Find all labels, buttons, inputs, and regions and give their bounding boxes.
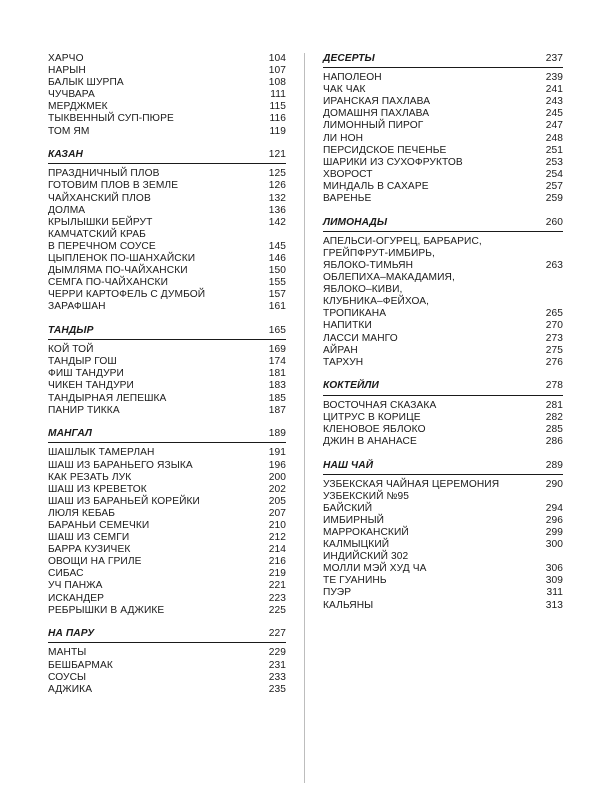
page-number: 300 bbox=[545, 539, 563, 551]
entry-title: ИМБИРНЫЙ bbox=[323, 514, 385, 526]
entry-title: ЯБЛОКО–КИВИ, bbox=[323, 284, 403, 296]
entry-title: БАЙСКИЙ bbox=[323, 502, 373, 514]
toc-entry[interactable] bbox=[48, 229, 286, 241]
entry-title: ТЫКВЕННЫЙ СУП-ПЮРЕ bbox=[48, 113, 174, 125]
page-number: 150 bbox=[268, 265, 286, 277]
entry-title: ОВОЩИ НА ГРИЛЕ bbox=[48, 556, 142, 568]
page-number: 237 bbox=[545, 53, 563, 64]
heading-underline bbox=[48, 442, 286, 443]
toc-entry[interactable] bbox=[323, 424, 563, 436]
page-number: 108 bbox=[268, 77, 286, 89]
entry-title: В ПЕРЕЧНОМ СОУСЕ bbox=[48, 240, 156, 252]
page-number: 285 bbox=[545, 423, 563, 435]
toc-entry[interactable] bbox=[323, 248, 563, 260]
page-number: 233 bbox=[268, 671, 286, 683]
entry-title: МИНДАЛЬ В САХАРЕ bbox=[323, 180, 429, 192]
section-title: ДЕСЕРТЫ bbox=[323, 53, 375, 64]
page-number: 136 bbox=[268, 204, 286, 216]
page-number: 146 bbox=[268, 253, 286, 264]
page-number: 289 bbox=[545, 459, 563, 471]
toc-entry[interactable] bbox=[48, 217, 286, 229]
toc-entry[interactable] bbox=[323, 479, 563, 491]
toc-entry[interactable] bbox=[48, 520, 286, 532]
entry-title: ЧУЧВАРА bbox=[48, 89, 95, 101]
entry-title: КАЛМЫЦКИЙ bbox=[323, 539, 390, 551]
entry-title: ЧАЙХАНСКИЙ ПЛОВ bbox=[48, 192, 151, 204]
page-number: 306 bbox=[545, 563, 563, 575]
heading-underline bbox=[323, 474, 563, 475]
toc-section-heading[interactable] bbox=[48, 325, 286, 337]
page-number: 119 bbox=[269, 125, 286, 137]
page-number: 254 bbox=[545, 168, 563, 180]
page-number: 296 bbox=[545, 514, 563, 526]
page-number: 187 bbox=[268, 404, 286, 416]
entry-title: КОЙ ТОЙ bbox=[48, 344, 94, 356]
toc-section-heading[interactable] bbox=[323, 53, 563, 65]
toc-entry[interactable] bbox=[323, 96, 563, 108]
toc-entry[interactable] bbox=[323, 539, 563, 551]
page-number: 185 bbox=[268, 392, 286, 404]
toc-entry[interactable] bbox=[48, 393, 286, 405]
page-number: 191 bbox=[268, 447, 286, 459]
entry-title: ИНДИЙСКИЙ 302 bbox=[323, 551, 409, 563]
toc-entry[interactable] bbox=[48, 532, 286, 544]
page-number: 275 bbox=[545, 344, 563, 356]
toc-entry[interactable] bbox=[323, 400, 563, 412]
page-number: 183 bbox=[268, 380, 286, 392]
toc-entry[interactable] bbox=[48, 568, 286, 580]
section-title: КАЗАН bbox=[48, 149, 83, 161]
toc-section-heading[interactable] bbox=[48, 428, 286, 440]
entry-title: ИРАНСКАЯ ПАХЛАВА bbox=[323, 96, 431, 108]
page-number: 207 bbox=[268, 507, 286, 519]
entry-title: СЕМГА ПО-ЧАЙХАНСКИ bbox=[48, 277, 169, 289]
page-number: 299 bbox=[545, 526, 563, 538]
page-number: 229 bbox=[268, 647, 286, 659]
entry-title: РЕБРЫШКИ В АДЖИКЕ bbox=[48, 604, 165, 616]
entry-title: ТАРХУН bbox=[323, 356, 364, 368]
entry-title: МАРРОКАНСКИЙ bbox=[323, 526, 409, 538]
toc-entry[interactable] bbox=[48, 180, 286, 192]
entry-title: КАК РЕЗАТЬ ЛУК bbox=[48, 471, 132, 483]
page-number: 212 bbox=[268, 532, 286, 544]
toc-entry[interactable] bbox=[48, 380, 286, 392]
heading-underline bbox=[48, 339, 286, 340]
entry-title: ШАРИКИ ИЗ СУХОФРУКТОВ bbox=[323, 156, 463, 168]
toc-entry[interactable] bbox=[323, 260, 563, 272]
page-number: 225 bbox=[268, 604, 286, 616]
page-number: 157 bbox=[268, 289, 286, 301]
entry-title: ЗАРАФШАН bbox=[48, 301, 106, 313]
entry-title: ТЕ ГУАНИНЬ bbox=[323, 575, 387, 587]
page-number: 169 bbox=[268, 344, 286, 356]
toc-entry[interactable] bbox=[323, 600, 563, 612]
entry-title: СИБАС bbox=[48, 568, 84, 580]
page-number: 265 bbox=[545, 308, 563, 320]
toc-entry[interactable] bbox=[48, 89, 286, 101]
toc-entry[interactable] bbox=[323, 412, 563, 424]
entry-title: ЧИКЕН ТАНДУРИ bbox=[48, 380, 134, 392]
page-number: 259 bbox=[545, 193, 563, 205]
toc-entry[interactable] bbox=[323, 181, 563, 193]
toc-entry[interactable] bbox=[323, 133, 563, 145]
entry-title: БЕШБАРМАК bbox=[48, 659, 113, 671]
toc-entry[interactable] bbox=[48, 660, 286, 672]
toc-entry[interactable] bbox=[323, 333, 563, 345]
entry-title: КАЛЬЯНЫ bbox=[323, 599, 374, 611]
page-number: 311 bbox=[546, 587, 563, 599]
toc-entry[interactable] bbox=[323, 320, 563, 332]
toc-section-heading[interactable] bbox=[323, 380, 563, 392]
toc-entry[interactable] bbox=[323, 169, 563, 181]
column-divider bbox=[304, 53, 305, 783]
toc-entry[interactable] bbox=[323, 563, 563, 575]
toc-entry[interactable] bbox=[48, 684, 286, 696]
entry-title: КРЫЛЫШКИ БЕЙРУТ bbox=[48, 216, 153, 228]
toc-entry[interactable] bbox=[48, 53, 286, 65]
page-number: 216 bbox=[268, 556, 286, 568]
page-number: 115 bbox=[269, 101, 286, 113]
toc-entry[interactable] bbox=[323, 72, 563, 84]
page-number: 239 bbox=[545, 72, 563, 84]
page-number: 290 bbox=[545, 478, 563, 490]
entry-title: ПУЭР bbox=[323, 587, 352, 599]
entry-title: ПАНИР ТИККА bbox=[48, 404, 120, 416]
toc-entry[interactable] bbox=[48, 65, 286, 77]
toc-entry[interactable] bbox=[48, 405, 286, 417]
page-number: 263 bbox=[545, 260, 563, 271]
page-number: 221 bbox=[268, 580, 286, 592]
entry-title: МАНТЫ bbox=[48, 647, 87, 659]
toc-section-heading[interactable] bbox=[323, 460, 563, 472]
toc-entry[interactable] bbox=[48, 556, 286, 568]
toc-entry[interactable] bbox=[48, 344, 286, 356]
entry-title: ВОСТОЧНАЯ СКАЗАКА bbox=[323, 399, 437, 411]
entry-title: ТОМ ЯМ bbox=[48, 125, 90, 137]
page-number: 196 bbox=[268, 459, 286, 471]
page-number: 223 bbox=[268, 592, 286, 604]
entry-title: ХВОРОСТ bbox=[323, 168, 373, 180]
toc-entry[interactable] bbox=[48, 593, 286, 605]
entry-title: ДЫМЛЯМА ПО-ЧАЙХАНСКИ bbox=[48, 265, 188, 277]
section-title: ТАНДЫР bbox=[48, 325, 94, 337]
toc-entry[interactable] bbox=[48, 544, 286, 556]
page-number: 174 bbox=[268, 356, 286, 368]
section-title: НАШ ЧАЙ bbox=[323, 459, 374, 471]
toc-entry[interactable] bbox=[48, 301, 286, 313]
entry-title: БАЛЫК ШУРПА bbox=[48, 77, 124, 89]
toc-entry[interactable] bbox=[323, 236, 563, 248]
entry-title: УЗБЕКСКАЯ ЧАЙНАЯ ЦЕРЕМОНИЯ bbox=[323, 478, 500, 490]
entry-title: СОУСЫ bbox=[48, 671, 87, 683]
page-number: 145 bbox=[268, 240, 286, 252]
page-number: 181 bbox=[268, 368, 286, 380]
toc-entry[interactable] bbox=[48, 241, 286, 253]
page-number: 281 bbox=[545, 399, 563, 411]
entry-title: ДЖИН В АНАНАСЕ bbox=[323, 435, 417, 447]
entry-title: ЛЮЛЯ КЕБАБ bbox=[48, 507, 116, 519]
heading-underline bbox=[48, 163, 286, 164]
toc-entry[interactable] bbox=[323, 108, 563, 120]
page-number: 214 bbox=[268, 544, 286, 556]
page-number: 107 bbox=[268, 65, 286, 77]
toc-entry[interactable] bbox=[48, 77, 286, 89]
entry-title: ГРЕЙПФРУТ-ИМБИРЬ, bbox=[323, 247, 435, 259]
toc-entry[interactable] bbox=[48, 447, 286, 459]
toc-entry[interactable] bbox=[323, 296, 563, 308]
entry-title: БАРРА КУЗИЧЕК bbox=[48, 544, 131, 556]
entry-title: ШАШ ИЗ БАРАНЬЕЙ КОРЕЙКИ bbox=[48, 495, 200, 507]
entry-title: ЛИ НОН bbox=[323, 132, 364, 144]
entry-title: ФИШ ТАНДУРИ bbox=[48, 368, 124, 380]
page-number: 276 bbox=[545, 356, 563, 368]
section-title: ЛИМОНАДЫ bbox=[323, 216, 388, 228]
entry-title: ТАНДЫР ГОШ bbox=[48, 356, 117, 368]
entry-title: НАПОЛЕОН bbox=[323, 72, 382, 84]
section-title: КОКТЕЙЛИ bbox=[323, 380, 379, 392]
toc-entry[interactable] bbox=[323, 272, 563, 284]
section-title: МАНГАЛ bbox=[48, 428, 93, 440]
section-title: НА ПАРУ bbox=[48, 628, 95, 640]
page-number: 251 bbox=[545, 144, 563, 156]
entry-title: ЧАК ЧАК bbox=[323, 84, 366, 96]
entry-title: ВАРЕНЬЕ bbox=[323, 193, 372, 205]
entry-title: ДОЛМА bbox=[48, 204, 86, 216]
page-number: 104 bbox=[268, 53, 286, 64]
entry-title: КЛУБНИКА–ФЕЙХОА, bbox=[323, 296, 430, 308]
entry-title: ЦИТРУС В КОРИЦЕ bbox=[323, 411, 421, 423]
page-number: 165 bbox=[268, 325, 286, 337]
toc-entry[interactable] bbox=[323, 345, 563, 357]
page-number: 253 bbox=[545, 156, 563, 168]
page-number: 210 bbox=[268, 519, 286, 531]
page-number: 294 bbox=[545, 502, 563, 514]
page-number: 270 bbox=[545, 320, 563, 332]
page-number: 111 bbox=[270, 89, 286, 101]
entry-title: ГОТОВИМ ПЛОВ В ЗЕМЛЕ bbox=[48, 180, 179, 192]
toc-entry[interactable] bbox=[323, 587, 563, 599]
entry-title: ХАРЧО bbox=[48, 53, 84, 64]
heading-underline bbox=[323, 231, 563, 232]
toc-entry[interactable] bbox=[323, 527, 563, 539]
toc-entry[interactable] bbox=[323, 503, 563, 515]
page-number: 245 bbox=[545, 108, 563, 120]
toc-entry[interactable] bbox=[48, 647, 286, 659]
page-number: 125 bbox=[268, 168, 286, 180]
entry-title: ШАШ ИЗ СЕМГИ bbox=[48, 532, 130, 544]
page-number: 219 bbox=[268, 568, 286, 580]
toc-entry[interactable] bbox=[48, 265, 286, 277]
toc-entry[interactable] bbox=[48, 605, 286, 617]
entry-title: ШАШЛЫК ТАМЕРЛАН bbox=[48, 447, 155, 459]
page-number: 235 bbox=[268, 683, 286, 695]
page-number: 286 bbox=[545, 435, 563, 447]
entry-title: ЦЫПЛЕНОК ПО-ШАНХАЙСКИ bbox=[48, 253, 196, 264]
entry-title: ОБЛЕПИХА–МАКАДАМИЯ, bbox=[323, 272, 455, 284]
toc-entry[interactable] bbox=[323, 357, 563, 369]
page-number: 121 bbox=[268, 149, 286, 161]
toc-entry[interactable] bbox=[48, 101, 286, 113]
section-gap bbox=[48, 138, 286, 150]
page-number: 155 bbox=[268, 277, 286, 289]
toc-entry[interactable] bbox=[48, 356, 286, 368]
section-gap bbox=[48, 617, 286, 629]
entry-title: ТРОПИКАНА bbox=[323, 308, 387, 320]
toc-left-column bbox=[48, 53, 286, 696]
toc-entry[interactable] bbox=[323, 193, 563, 205]
toc-entry[interactable] bbox=[48, 508, 286, 520]
toc-entry[interactable] bbox=[48, 672, 286, 684]
toc-entry[interactable] bbox=[48, 113, 286, 125]
toc-entry[interactable] bbox=[323, 436, 563, 448]
heading-underline bbox=[323, 67, 563, 68]
page-number: 132 bbox=[268, 192, 286, 204]
toc-entry[interactable] bbox=[323, 145, 563, 157]
page-number: 313 bbox=[545, 599, 563, 611]
page-number: 243 bbox=[545, 96, 563, 108]
entry-title: ШАШ ИЗ БАРАНЬЕГО ЯЗЫКА bbox=[48, 459, 193, 471]
page-number: 260 bbox=[545, 216, 563, 228]
page-number: 161 bbox=[268, 301, 286, 313]
page-number: 309 bbox=[545, 575, 563, 587]
entry-title: КЛЕНОВОЕ ЯБЛОКО bbox=[323, 423, 426, 435]
entry-title: ЧЕРРИ КАРТОФЕЛЬ С ДУМБОЙ bbox=[48, 289, 206, 301]
heading-underline bbox=[48, 642, 286, 643]
toc-section-heading[interactable] bbox=[323, 217, 563, 229]
entry-title: УЗБЕКСКИЙ №95 bbox=[323, 490, 410, 502]
page-number: 116 bbox=[269, 113, 286, 125]
toc-entry[interactable] bbox=[323, 284, 563, 296]
toc-entry[interactable] bbox=[323, 515, 563, 527]
page-number: 142 bbox=[268, 216, 286, 228]
entry-title: НАРЫН bbox=[48, 65, 86, 77]
page-number: 257 bbox=[545, 180, 563, 192]
page-number: 273 bbox=[545, 332, 563, 344]
toc-entry[interactable] bbox=[323, 157, 563, 169]
toc-entry[interactable] bbox=[323, 120, 563, 132]
page-number: 231 bbox=[268, 659, 286, 671]
toc-entry[interactable] bbox=[48, 472, 286, 484]
page-number: 126 bbox=[268, 180, 286, 192]
entry-title: АЙРАН bbox=[323, 344, 358, 356]
toc-right-column bbox=[323, 53, 563, 612]
entry-title: МОЛЛИ МЭЙ ХУД ЧА bbox=[323, 563, 427, 575]
entry-title: МЕРДЖМЕК bbox=[48, 101, 108, 113]
entry-title: УЧ ПАНЖА bbox=[48, 580, 103, 592]
entry-title: ПЕРСИДСКОЕ ПЕЧЕНЬЕ bbox=[323, 144, 447, 156]
toc-entry[interactable] bbox=[48, 580, 286, 592]
page-number: 247 bbox=[545, 120, 563, 132]
toc-entry[interactable] bbox=[48, 205, 286, 217]
section-gap bbox=[323, 205, 563, 217]
toc-entry[interactable] bbox=[48, 289, 286, 301]
entry-title: АДЖИКА bbox=[48, 683, 93, 695]
page-number: 200 bbox=[268, 471, 286, 483]
entry-title: ЛИМОННЫЙ ПИРОГ bbox=[323, 120, 424, 132]
section-gap bbox=[323, 369, 563, 381]
toc-entry[interactable] bbox=[323, 308, 563, 320]
toc-entry[interactable] bbox=[48, 484, 286, 496]
toc-entry[interactable] bbox=[48, 496, 286, 508]
entry-title: ШАШ ИЗ КРЕВЕТОК bbox=[48, 483, 147, 495]
entry-title: НАПИТКИ bbox=[323, 320, 372, 332]
entry-title: ЛАССИ МАНГО bbox=[323, 332, 398, 344]
toc-entry[interactable] bbox=[323, 551, 563, 563]
entry-title: ТАНДЫРНАЯ ЛЕПЕШКА bbox=[48, 392, 167, 404]
toc-entry[interactable] bbox=[48, 193, 286, 205]
page-number: 248 bbox=[545, 132, 563, 144]
entry-title: КАМЧАТСКИЙ КРАБ bbox=[48, 228, 146, 240]
page-number: 241 bbox=[545, 84, 563, 96]
section-gap bbox=[323, 448, 563, 460]
toc-entry[interactable] bbox=[48, 168, 286, 180]
toc-section-heading[interactable] bbox=[48, 149, 286, 161]
entry-title: АПЕЛЬСИ-ОГУРЕЦ, БАРБАРИС, bbox=[323, 235, 482, 247]
page-number: 189 bbox=[268, 428, 286, 440]
section-gap bbox=[48, 313, 286, 325]
toc-entry[interactable] bbox=[323, 491, 563, 503]
entry-title: ЯБЛОКО-ТИМЬЯН bbox=[323, 260, 414, 271]
page-number: 205 bbox=[268, 495, 286, 507]
toc-entry[interactable] bbox=[323, 84, 563, 96]
toc-entry[interactable] bbox=[323, 575, 563, 587]
page-number: 282 bbox=[545, 411, 563, 423]
toc-section-heading[interactable] bbox=[48, 628, 286, 640]
entry-title: ПРАЗДНИЧНЫЙ ПЛОВ bbox=[48, 168, 160, 180]
page-number: 227 bbox=[268, 628, 286, 640]
section-gap bbox=[48, 417, 286, 429]
heading-underline bbox=[323, 395, 563, 396]
toc-entry[interactable] bbox=[48, 460, 286, 472]
toc-entry[interactable] bbox=[48, 126, 286, 138]
toc-entry[interactable] bbox=[48, 277, 286, 289]
toc-entry[interactable] bbox=[48, 253, 286, 265]
entry-title: БАРАНЬИ СЕМЕЧКИ bbox=[48, 519, 150, 531]
entry-title: ИСКАНДЕР bbox=[48, 592, 105, 604]
page-number: 202 bbox=[268, 483, 286, 495]
entry-title: ДОМАШНЯ ПАХЛАВА bbox=[323, 108, 430, 120]
toc-entry[interactable] bbox=[48, 368, 286, 380]
page-number: 278 bbox=[545, 380, 563, 392]
